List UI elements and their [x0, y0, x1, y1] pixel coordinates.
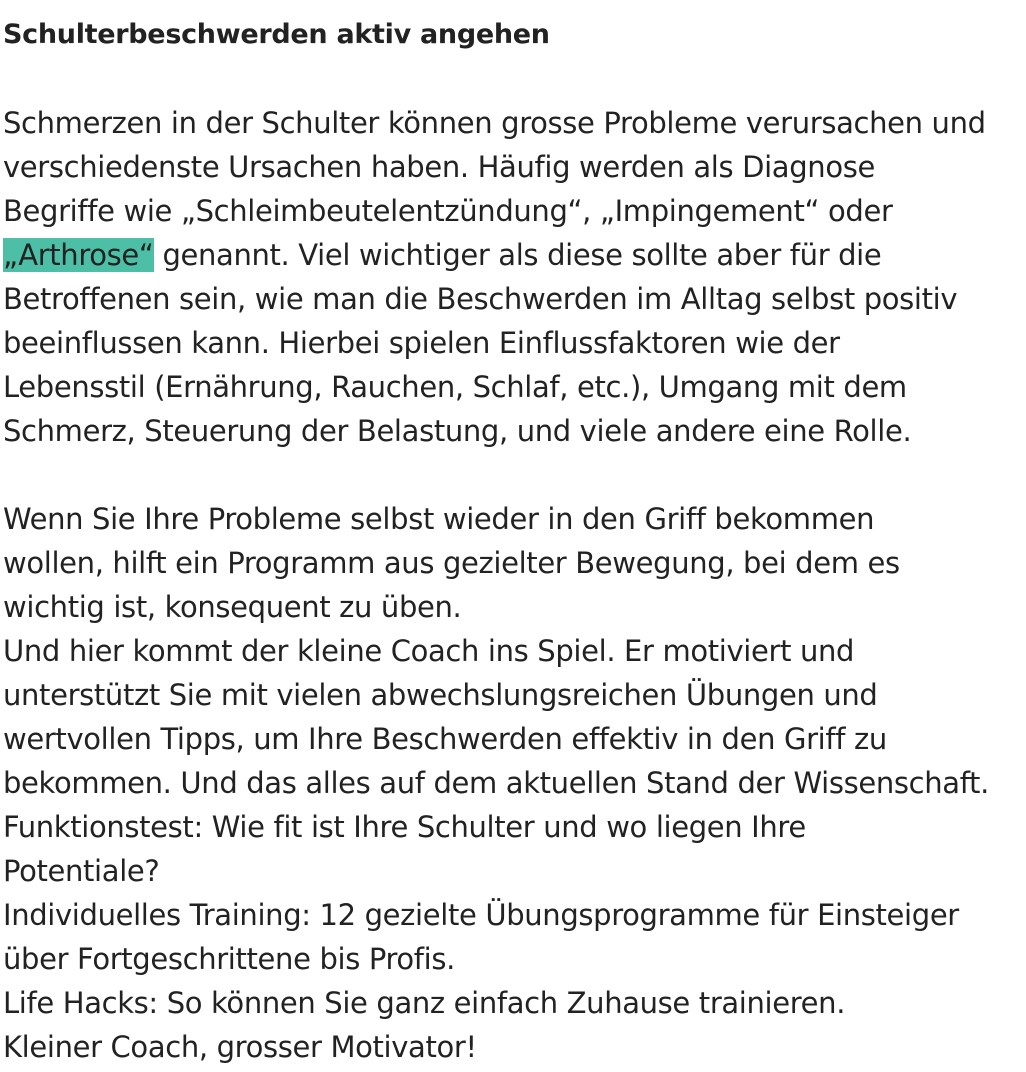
- intro-line: beeinflussen kann. Hierbei spielen Einflussfaktoren wie der: [3, 326, 840, 360]
- paragraph-spacer: [3, 453, 1018, 497]
- intro-line: Lebensstil (Ernährung, Rauchen, Schlaf, etc.), Umgang mit dem: [3, 370, 907, 404]
- intro-paragraph: [3, 101, 1018, 453]
- feature-individual-training: Individuelles Training: 12 gezielte Übungsprogramme für Einsteiger: [3, 898, 959, 932]
- intro-line-rest: genannt. Viel wichtiger als diese sollte aber für die: [153, 238, 882, 272]
- paragraph-spacer: [3, 57, 1018, 101]
- intro-line: Begriffe wie „Schleimbeutelentzündung“, „Impingement“ oder: [3, 194, 893, 228]
- highlighted-text[interactable]: „Arthrose“: [3, 238, 154, 272]
- intro-line: Betroffenen sein, wie man die Beschwerden im Alltag selbst positiv: [3, 282, 958, 316]
- feature-functional-test: Funktionstest: Wie fit ist Ihre Schulter und wo liegen Ihre: [3, 810, 806, 844]
- body-line: bekommen. Und das alles auf dem aktuellen Stand der Wissenschaft.: [3, 766, 989, 800]
- body-line: unterstützt Sie mit vielen abwechslungsreichen Übungen und: [3, 678, 878, 712]
- feature-life-hacks: Life Hacks: So können Sie ganz einfach Zuhause trainieren.: [3, 986, 846, 1020]
- body-line: Und hier kommt der kleine Coach ins Spiel. Er motiviert und: [3, 634, 855, 668]
- feature-individual-training-cont: über Fortgeschrittene bis Profis.: [3, 942, 455, 976]
- intro-line-with-highlight: [3, 233, 1018, 277]
- body-line: Wenn Sie Ihre Probleme selbst wieder in den Griff bekommen: [3, 502, 875, 536]
- body-line: wollen, hilft ein Programm aus gezielter Bewegung, bei dem es: [3, 546, 900, 580]
- intro-line: Schmerzen in der Schulter können grosse Probleme verursachen und: [3, 106, 986, 140]
- body-paragraph: [3, 497, 1018, 1069]
- feature-functional-test-cont: Potentiale?: [3, 854, 160, 888]
- body-line: wichtig ist, konsequent zu üben.: [3, 590, 462, 624]
- closing-slogan: Kleiner Coach, grosser Motivator!: [3, 1030, 477, 1064]
- document: [3, 0, 1018, 1069]
- intro-line: Schmerz, Steuerung der Belastung, und viele andere eine Rolle.: [3, 414, 912, 448]
- body-line: wertvollen Tipps, um Ihre Beschwerden effektiv in den Griff zu: [3, 722, 887, 756]
- document-title: Schulterbeschwerden aktiv angehen: [3, 19, 550, 50]
- intro-line: verschiedenste Ursachen haben. Häufig werden als Diagnose: [3, 150, 875, 184]
